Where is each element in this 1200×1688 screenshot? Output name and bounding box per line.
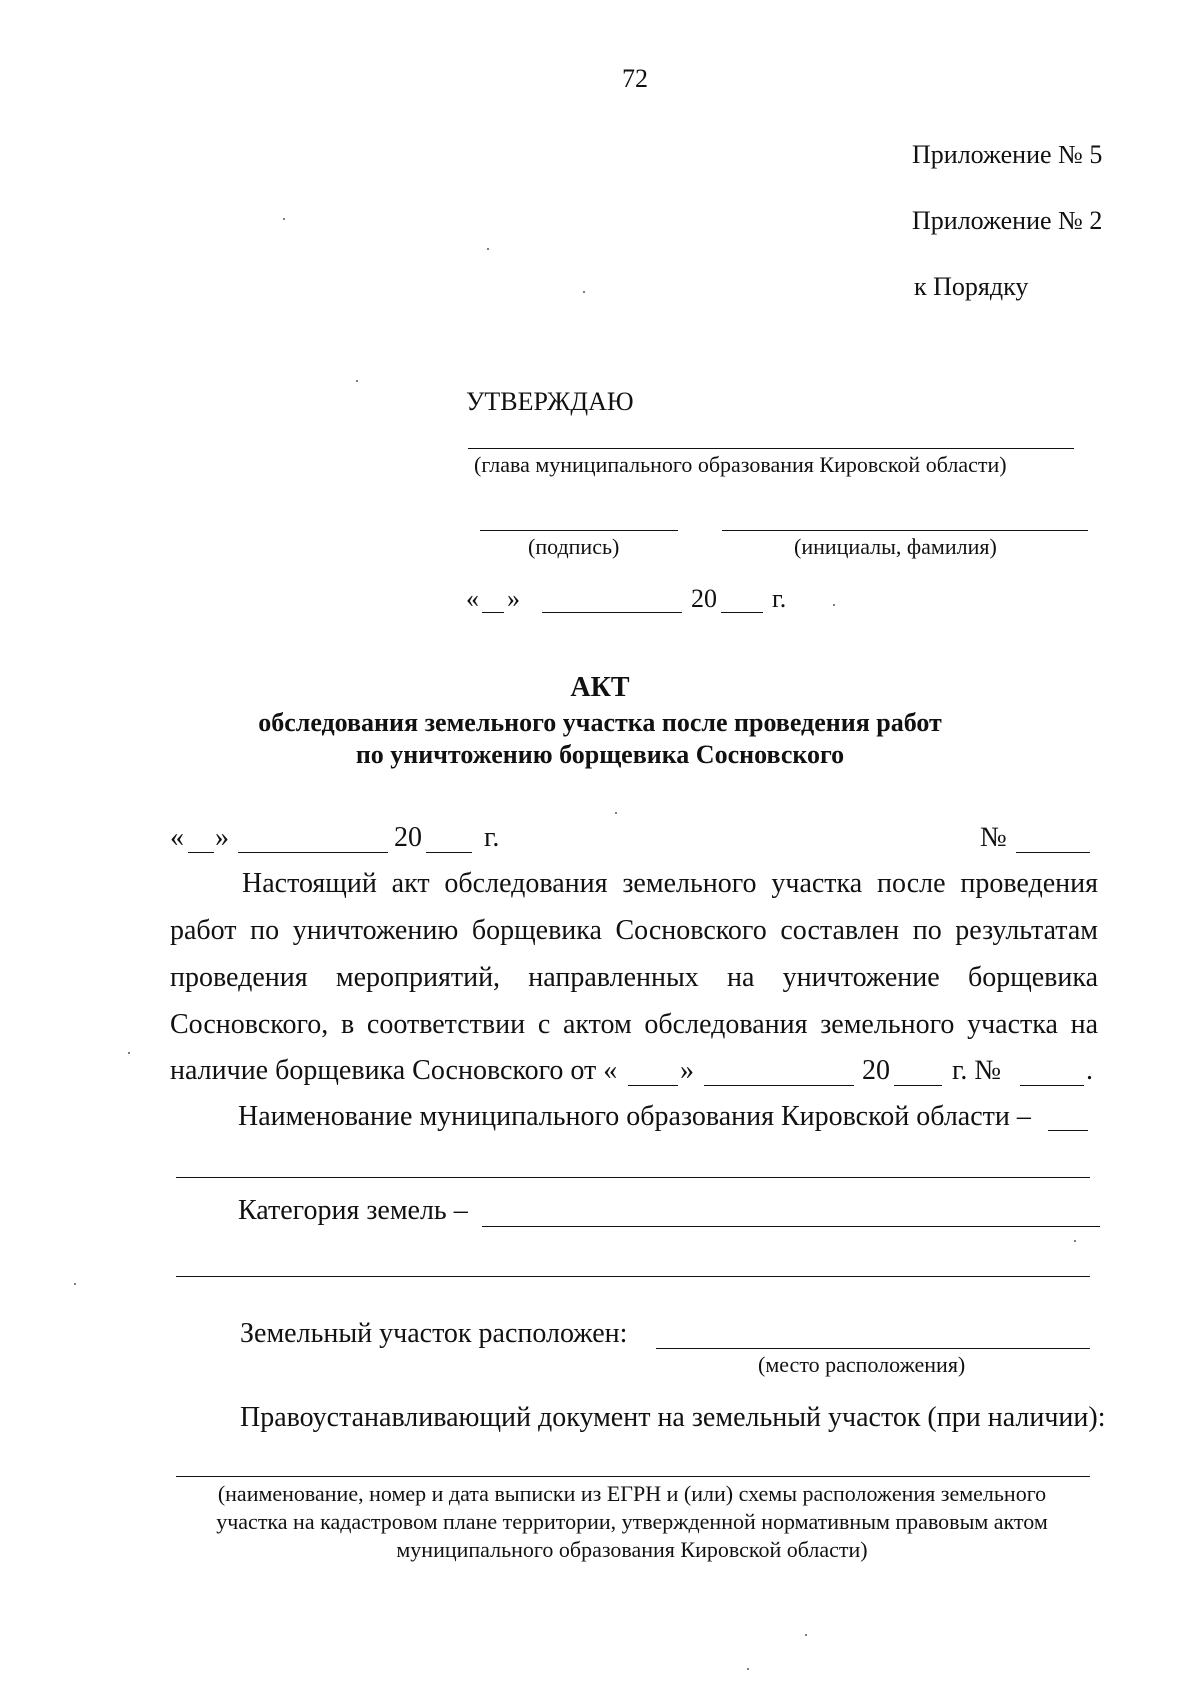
appendix-5-label: Приложение № 5: [912, 140, 1103, 169]
location-caption: (место расположения): [758, 1352, 966, 1377]
location-label: Земельный участок расположен:: [240, 1318, 628, 1349]
scan-speck: [356, 380, 358, 382]
act-subtitle-line1: обследования земельного участка после проведения работ: [258, 708, 942, 737]
signature-line: [480, 530, 678, 531]
title-document-caption-3: муниципального образования Кировской области): [396, 1537, 868, 1562]
municipality-line-short: [1048, 1130, 1088, 1131]
scan-speck: [747, 1668, 749, 1670]
paragraph-line-5-start: наличие борщевика Сосновского от «: [170, 1055, 618, 1086]
scan-speck: [1074, 1240, 1076, 1242]
act-number-line: [1016, 852, 1090, 853]
land-category-line-full: [176, 1276, 1090, 1277]
approval-date-open-quote: «: [466, 584, 479, 613]
ref-number-line: [1020, 1085, 1084, 1086]
approval-year-line: [721, 612, 763, 613]
ref-day-line: [628, 1085, 678, 1086]
municipality-label: Наименование муниципального образования Кировской области –: [238, 1101, 1031, 1132]
title-document-caption-1: (наименование, номер и дата выписки из ЕГРН и (или) схемы расположения земельного: [217, 1481, 1047, 1506]
name-line: [722, 530, 1088, 531]
scan-speck: [128, 1052, 130, 1054]
approval-day-line: [482, 612, 504, 613]
page-number: 72: [622, 64, 648, 93]
scan-speck: [833, 604, 835, 606]
act-number-sign: №: [980, 822, 1007, 853]
paragraph-line-2: работ по уничтожению борщевика Сосновского составлен по результатам: [170, 915, 1098, 946]
ref-dot: .: [1086, 1055, 1093, 1086]
scan-speck: [487, 248, 489, 250]
approval-date-close-quote: »: [507, 584, 520, 613]
act-subtitle-line2: по уничтожению борщевика Сосновского: [355, 740, 845, 769]
act-year-prefix: 20: [394, 822, 422, 853]
act-day-line: [188, 852, 214, 853]
ref-g-number: г. №: [952, 1055, 1002, 1086]
land-category-line: [482, 1226, 1100, 1227]
municipality-line-full: [176, 1177, 1090, 1178]
scan-speck: [805, 1634, 807, 1636]
approval-month-line: [542, 612, 682, 613]
act-title: АКТ: [570, 672, 630, 703]
scan-speck: [74, 1283, 76, 1285]
act-date-open-quote: «: [170, 822, 184, 853]
name-caption: (инициалы, фамилия): [794, 534, 997, 559]
scan-speck: [583, 291, 585, 293]
title-document-label: Правоустанавливающий документ на земельный участок (при наличии):: [240, 1402, 1106, 1433]
approval-title: УТВЕРЖДАЮ: [466, 387, 634, 416]
to-order-label: к Порядку: [914, 272, 1029, 301]
title-document-caption-2: участка на кадастровом плане территории, утвержденной нормативным правовым актом: [216, 1509, 1048, 1534]
scan-speck: [615, 812, 617, 814]
act-year-suffix: г.: [484, 822, 500, 853]
approval-year-prefix: 20: [691, 584, 717, 613]
signature-caption: (подпись): [528, 534, 620, 559]
paragraph-line-3: проведения мероприятий, направленных на уничтожение борщевика: [170, 962, 1098, 993]
act-date-close-quote: »: [215, 822, 229, 853]
act-month-line: [238, 852, 388, 853]
location-line: [656, 1348, 1090, 1349]
appendix-2-label: Приложение № 2: [912, 206, 1103, 235]
paragraph-line-4: Сосновского, в соответствии с актом обследования земельного участка на: [170, 1009, 1098, 1040]
act-year-line: [426, 852, 472, 853]
ref-close-quote: »: [680, 1055, 694, 1086]
land-category-label: Категория земель –: [238, 1195, 468, 1226]
paragraph-line-1: Настоящий акт обследования земельного участка после проведения: [242, 868, 1098, 899]
ref-year-prefix: 20: [862, 1055, 890, 1086]
title-document-line: [176, 1476, 1090, 1477]
head-name-line: [468, 448, 1074, 449]
ref-year-line: [894, 1085, 942, 1086]
scan-speck: [283, 218, 285, 220]
approval-year-suffix: г.: [772, 584, 787, 613]
ref-month-line: [704, 1085, 854, 1086]
head-caption: (глава муниципального образования Кировской области): [474, 452, 1007, 477]
